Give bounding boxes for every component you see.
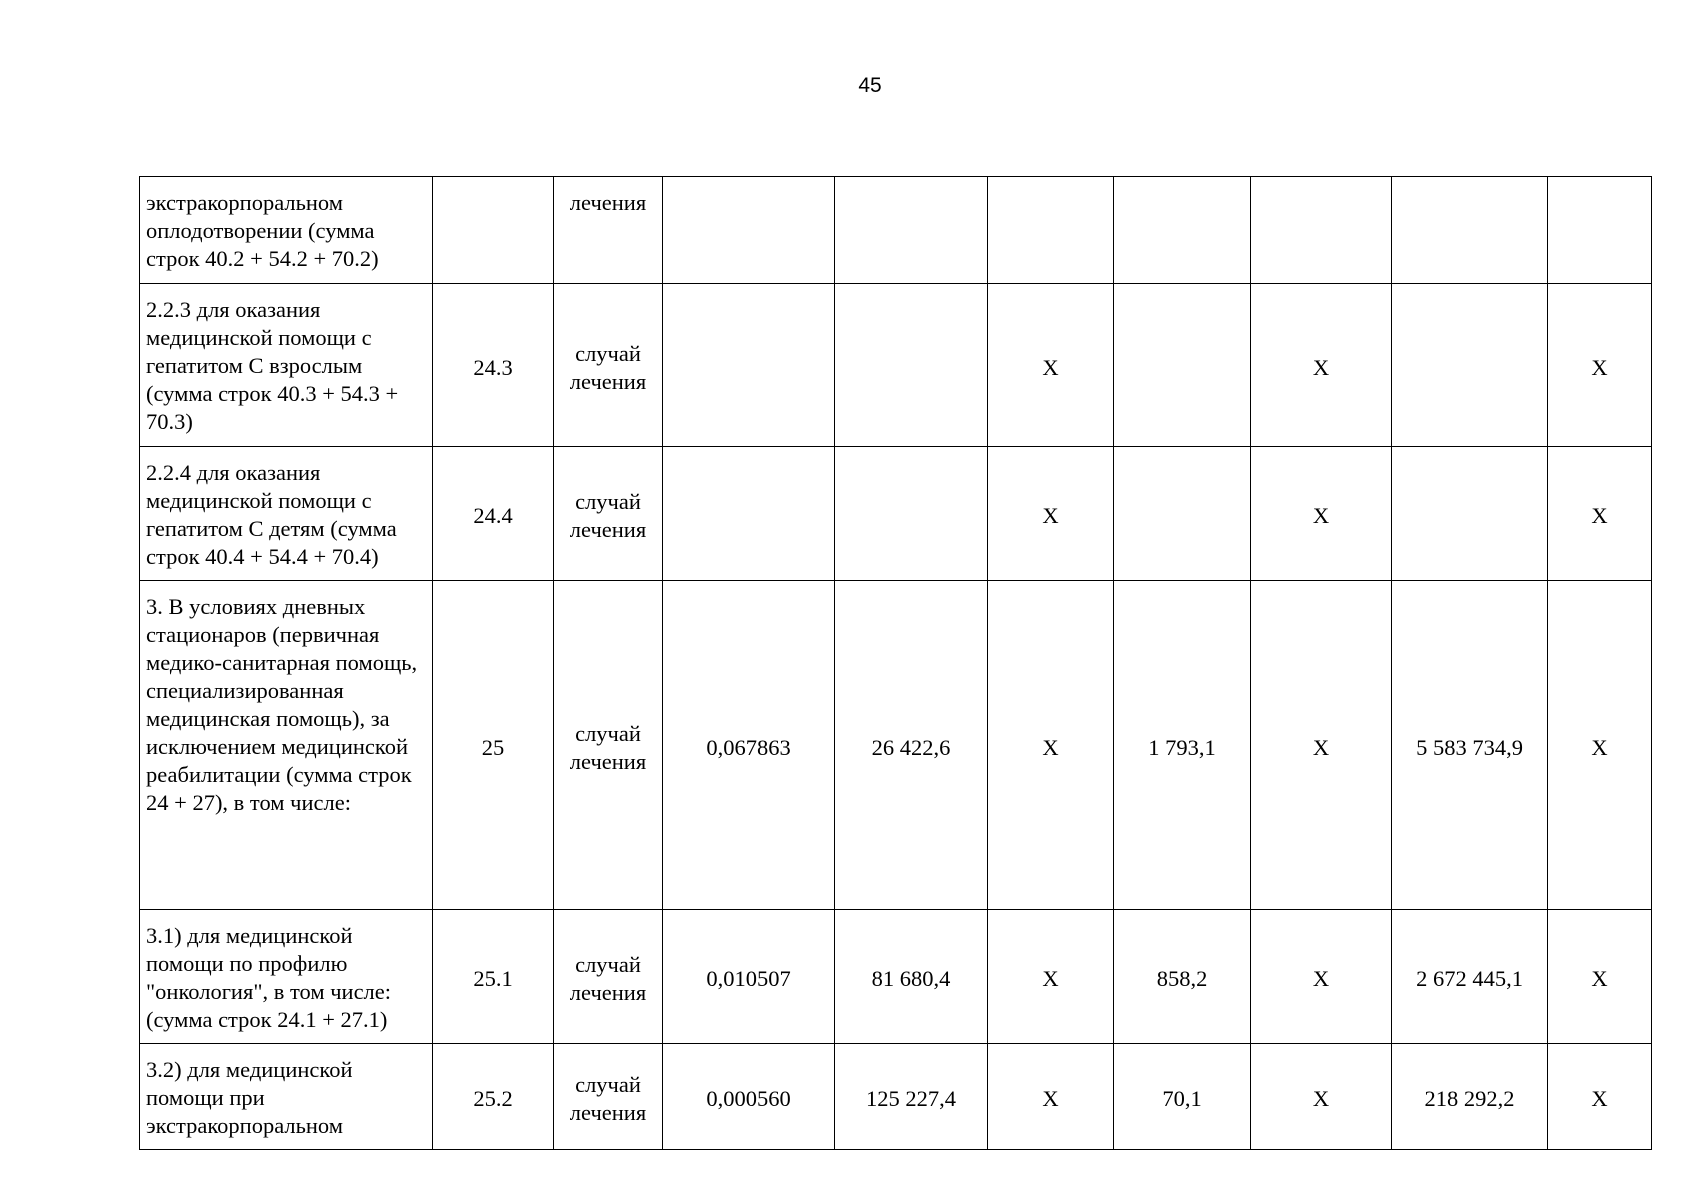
table-cell <box>663 447 835 581</box>
table-cell: 858,2 <box>1114 910 1251 1044</box>
table-cell: X <box>988 581 1114 910</box>
table-cell: 81 680,4 <box>835 910 988 1044</box>
data-table <box>139 176 1652 1150</box>
table-cell: X <box>1548 910 1652 1044</box>
table-cell: X <box>1251 581 1392 910</box>
table-cell: X <box>1548 447 1652 581</box>
row-unit-cell: случай лечения <box>554 581 663 910</box>
table-cell <box>1392 284 1548 447</box>
table-cell: X <box>988 447 1114 581</box>
row-unit-cell: случай лечения <box>554 447 663 581</box>
table-cell: 218 292,2 <box>1392 1044 1548 1150</box>
table-cell <box>1251 177 1392 284</box>
row-unit-cell: случай лечения <box>554 910 663 1044</box>
table-cell <box>1114 447 1251 581</box>
row-unit-cell: лечения <box>554 177 663 284</box>
table-row <box>140 177 1652 284</box>
table-cell <box>835 284 988 447</box>
table-cell: 2 672 445,1 <box>1392 910 1548 1044</box>
table-cell <box>1392 447 1548 581</box>
table-cell: X <box>988 284 1114 447</box>
table-cell <box>663 284 835 447</box>
table-cell: 5 583 734,9 <box>1392 581 1548 910</box>
table-cell <box>1114 284 1251 447</box>
row-code-cell <box>433 177 554 284</box>
table-cell: X <box>988 910 1114 1044</box>
table-row <box>140 1044 1652 1150</box>
table-cell <box>835 177 988 284</box>
table-cell: X <box>1251 910 1392 1044</box>
row-code-cell: 25.2 <box>433 1044 554 1150</box>
table-cell <box>835 447 988 581</box>
table-cell: 0,010507 <box>663 910 835 1044</box>
row-name-cell: 3.1) для медицинской помощи по профилю "онкология", в том числе: (сумма строк 24.1 + 27.1) <box>140 910 433 1044</box>
row-code-cell: 25.1 <box>433 910 554 1044</box>
table-cell: X <box>1251 447 1392 581</box>
table-cell: X <box>988 1044 1114 1150</box>
row-unit-cell: случай лечения <box>554 1044 663 1150</box>
table-cell: 0,067863 <box>663 581 835 910</box>
row-code-cell: 25 <box>433 581 554 910</box>
table-cell: 1 793,1 <box>1114 581 1251 910</box>
table-cell: X <box>1548 284 1652 447</box>
table-cell: 125 227,4 <box>835 1044 988 1150</box>
row-unit-cell: случай лечения <box>554 284 663 447</box>
row-name-cell: 2.2.4 для оказания медицинской помощи с гепатитом С детям (сумма строк 40.4 + 54.4 + 70.4) <box>140 447 433 581</box>
table-row <box>140 284 1652 447</box>
table-cell: 70,1 <box>1114 1044 1251 1150</box>
page-number: 45 <box>858 74 882 97</box>
table-cell <box>988 177 1114 284</box>
table-row <box>140 581 1652 910</box>
table-cell <box>1548 177 1652 284</box>
table-cell: X <box>1251 284 1392 447</box>
table-cell: X <box>1251 1044 1392 1150</box>
row-name-cell: 3. В условиях дневных стационаров (первичная медико-санитарная помощь, специализированная медицинская помощь), за исключением медицинской реабилитации (сумма строк 24 + 27), в том числе: <box>140 581 433 910</box>
table-cell: X <box>1548 1044 1652 1150</box>
row-name-cell: экстракорпоральном оплодотворении (сумма строк 40.2 + 54.2 + 70.2) <box>140 177 433 284</box>
row-code-cell: 24.3 <box>433 284 554 447</box>
table-cell <box>663 177 835 284</box>
table-cell <box>1392 177 1548 284</box>
row-name-cell: 3.2) для медицинской помощи при экстракорпоральном <box>140 1044 433 1150</box>
row-code-cell: 24.4 <box>433 447 554 581</box>
table-row <box>140 447 1652 581</box>
table-cell: X <box>1548 581 1652 910</box>
row-name-cell: 2.2.3 для оказания медицинской помощи с гепатитом С взрослым (сумма строк 40.3 + 54.3 + 70.3) <box>140 284 433 447</box>
table-cell: 26 422,6 <box>835 581 988 910</box>
table-cell <box>1114 177 1251 284</box>
table-row <box>140 910 1652 1044</box>
table-cell: 0,000560 <box>663 1044 835 1150</box>
